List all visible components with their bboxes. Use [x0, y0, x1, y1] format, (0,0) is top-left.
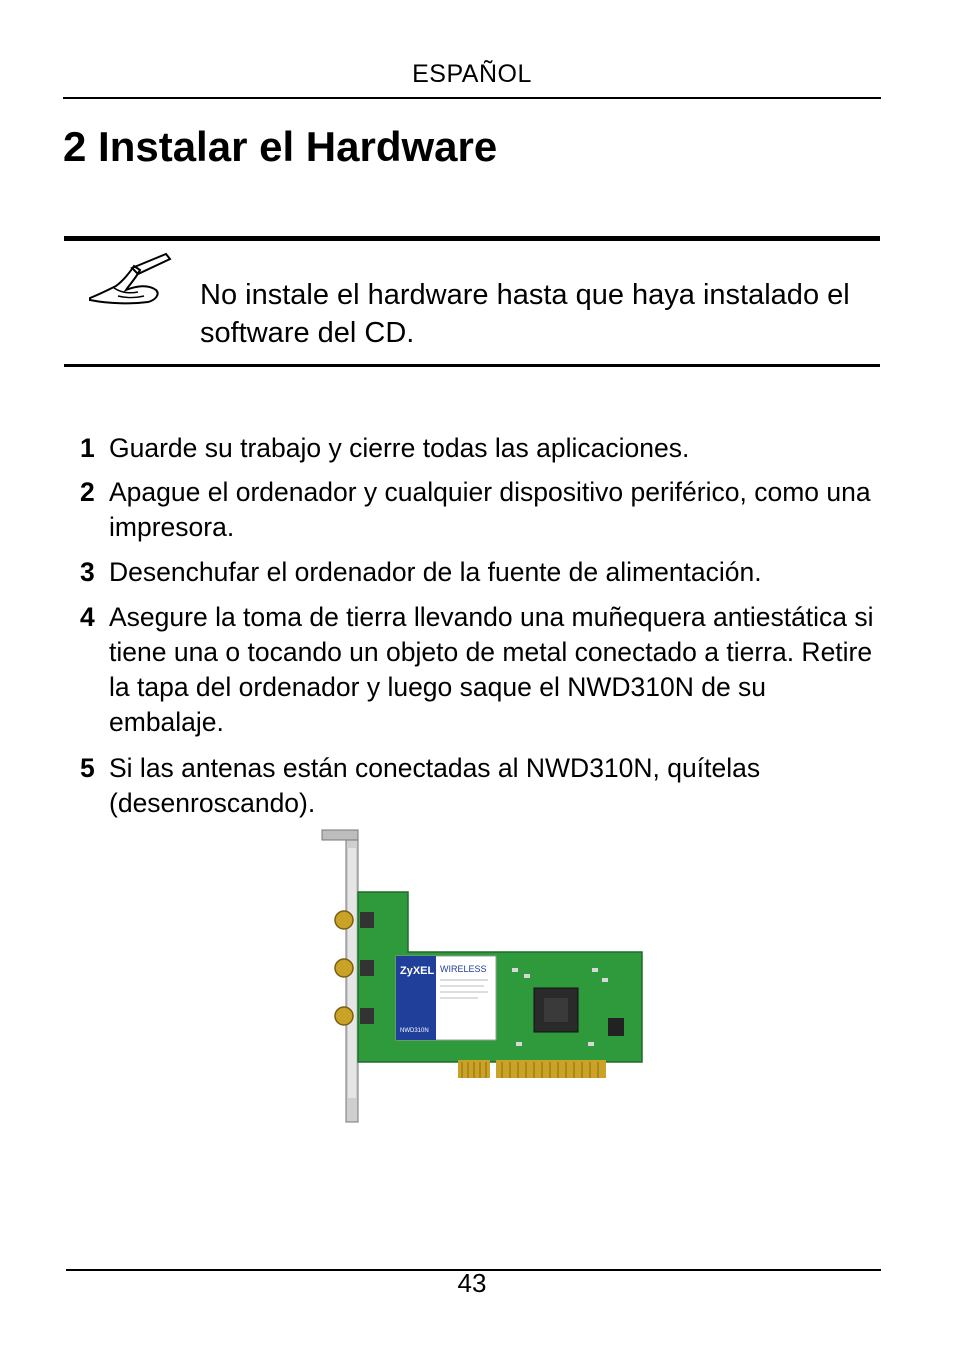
note-pencil-icon	[86, 250, 176, 310]
step-number: 4	[80, 602, 95, 632]
page-title: 2 Instalar el Hardware	[63, 123, 498, 170]
step-text: Guarde su trabajo y cierre todas las aplicaciones.	[109, 433, 690, 463]
step-number: 3	[80, 557, 95, 587]
step-number: 2	[80, 477, 95, 507]
step-item-1	[80, 431, 880, 466]
step-text: Desenchufar el ordenador de la fuente de alimentación.	[109, 557, 762, 587]
card-brand-label: ZyXEL	[400, 965, 435, 977]
note-bottom-rule	[64, 364, 880, 367]
step-text: Apague el ordenador y cualquier dispositivo periférico, como una impresora.	[109, 477, 871, 542]
header-divider	[63, 97, 881, 99]
step-item-2	[80, 475, 880, 545]
note-top-rule	[64, 236, 880, 241]
step-text: Asegure la toma de tierra llevando una muñequera antiestática si tiene una o tocando un objeto de metal conectado a tierra. Retire la tapa del ordenador y luego saque el NWD310N de su embalaje.	[109, 602, 874, 737]
step-item-5	[80, 751, 880, 821]
language-header: ESPAÑOL	[412, 60, 532, 88]
card-product-label: WIRELESS	[440, 964, 487, 974]
pci-wireless-card-image	[312, 828, 652, 1128]
step-number: 1	[80, 433, 95, 463]
step-text: Si las antenas están conectadas al NWD310N, quítelas (desenroscando).	[109, 753, 761, 818]
page-number: 43	[457, 1268, 487, 1298]
note-text: No instale el hardware hasta que haya instalado el software del CD.	[200, 279, 850, 349]
step-item-3	[80, 555, 880, 590]
step-item-4	[80, 600, 880, 740]
card-model-label: NWD310N	[400, 1028, 429, 1034]
step-number: 5	[80, 753, 95, 783]
